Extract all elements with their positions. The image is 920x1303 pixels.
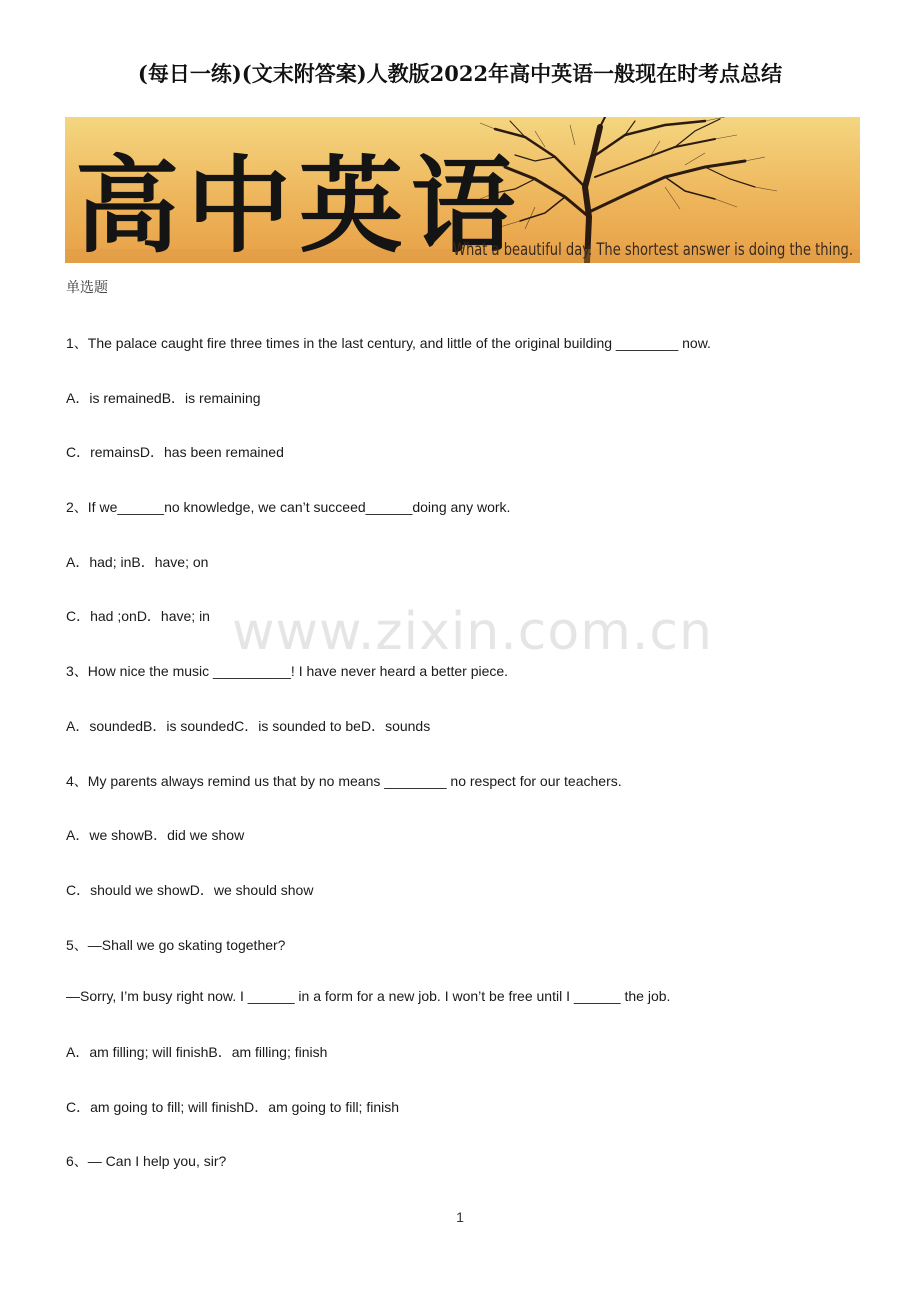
question-5-options-cd: C．am going to fill; will finishD．am going to fill; finish (66, 1099, 400, 1115)
question-2-text: 2、If we______no knowledge, we can’t succeed______doing any work. (66, 499, 511, 515)
question-2-options-ab: A．had; inB．have; on (66, 554, 209, 570)
page-title: (每日一练)(文末附答案)人教版2022年高中英语一般现在时考点总结 (137, 61, 783, 86)
question-5-options-ab: A．am filling; will finishB．am filling; finish (66, 1044, 328, 1060)
watermark: www.zixin.com.cn (232, 602, 713, 662)
question-6-text: 6、— Can I help you, sir? (66, 1153, 227, 1169)
banner-slogan: What a beautiful day. The shortest answer is doing the thing. (453, 240, 853, 260)
banner-image (65, 117, 860, 263)
question-5-text: 5、—Shall we go skating together? (66, 937, 286, 953)
page-number: 1 (456, 1209, 464, 1225)
banner-graphic (65, 117, 860, 263)
question-1-options-ab: A．is remainedB．is remaining (66, 390, 261, 406)
question-4-options-cd: C．should we showD．we should show (66, 882, 314, 898)
question-4-options-ab: A．we showB．did we show (66, 827, 245, 843)
question-4-text: 4、My parents always remind us that by no means ________ no respect for our teachers. (66, 773, 622, 789)
question-3-text: 3、How nice the music __________! I have never heard a better piece. (66, 663, 509, 679)
section-label: 单选题 (66, 279, 108, 295)
banner-title-text: 高中英语 (75, 144, 524, 263)
question-1-options-cd: C．remainsD．has been remained (66, 444, 284, 460)
question-3-options: A．soundedB．is soundedC．is sounded to beD．sounds (66, 718, 431, 734)
question-5-dialogue: —Sorry, I’m busy right now. I ______ in a form for a new job. I won’t be free until I ______ the job. (66, 988, 671, 1004)
question-2-options-cd: C．had ;onD．have; in (66, 608, 210, 624)
question-1-text: 1、The palace caught fire three times in the last century, and little of the original building ________ now. (66, 335, 711, 351)
